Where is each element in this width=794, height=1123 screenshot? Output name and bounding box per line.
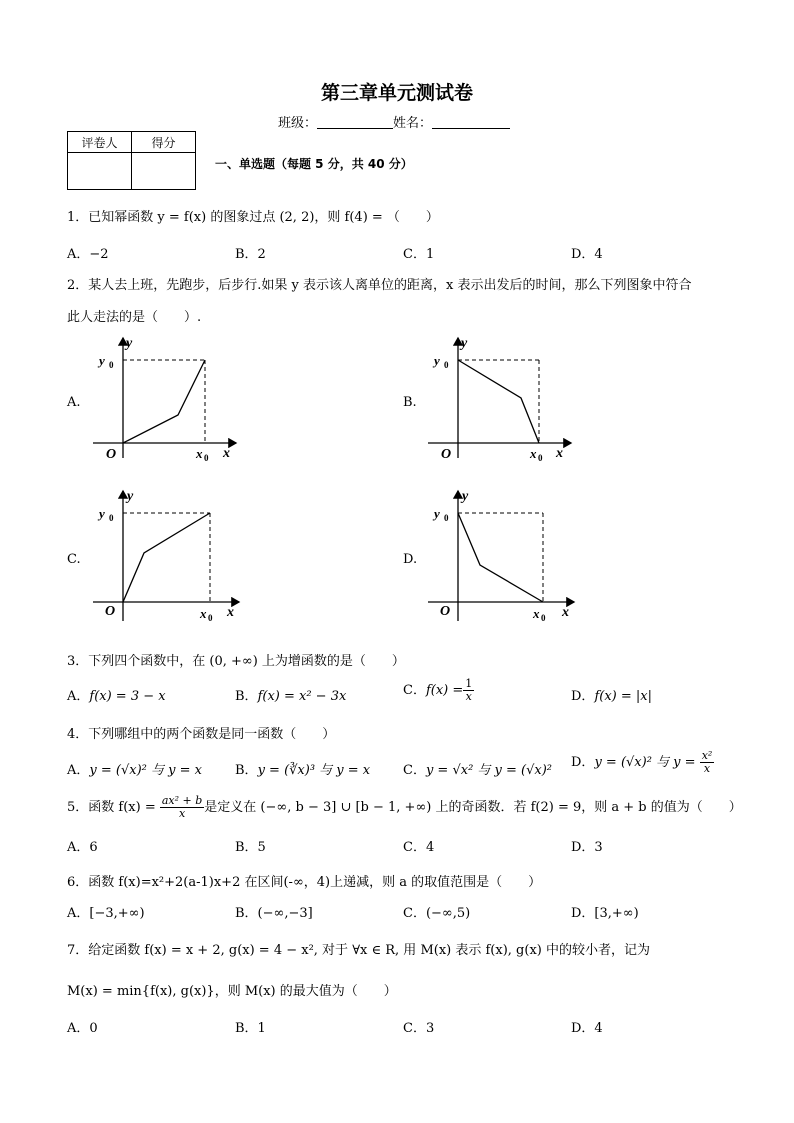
graph-a-y-label: y	[126, 336, 133, 351]
graph-c-origin: O	[105, 604, 116, 619]
q1-option-b[interactable]: B．2	[235, 247, 266, 262]
graph-a-y0: y	[99, 353, 105, 368]
q1-option-d[interactable]: D．4	[571, 247, 603, 262]
q7-option-d[interactable]: D．4	[571, 1021, 603, 1036]
score-cell[interactable]	[132, 153, 196, 190]
q6-option-d[interactable]: D．[3,+∞)	[571, 906, 639, 921]
q3-option-b[interactable]: B．f(x) = x² − 3x	[235, 689, 347, 704]
graph-b-x-label: x	[556, 446, 563, 461]
q4-stem: 4．下列哪组中的两个函数是同一函数（ ）	[67, 727, 336, 742]
q5-option-a[interactable]: A．6	[67, 840, 98, 855]
graph-d-origin: O	[440, 604, 451, 619]
graph-a-curve	[123, 360, 205, 443]
page-title: 第三章单元测试卷	[320, 82, 473, 104]
svg-text:0: 0	[204, 453, 209, 463]
graph-c-y0: y	[99, 506, 105, 521]
svg-text:0: 0	[538, 453, 543, 463]
class-label: 班级：	[278, 116, 318, 131]
q4-option-d[interactable]: D．y = (√x)² 与 y = $\frac{\text{x²}}{x}$	[571, 749, 713, 775]
q2-option-c[interactable]: C.	[67, 552, 81, 567]
q5-option-d[interactable]: D．3	[571, 840, 603, 855]
graph-d-x-label: x	[562, 605, 569, 620]
graph-d	[425, 487, 585, 627]
q3-stem: 3．下列四个函数中，在 (0, +∞) 上为增函数的是（ ）	[67, 654, 405, 669]
graph-b-origin: O	[441, 447, 452, 462]
graph-d-x0: x	[533, 606, 540, 621]
graph-b-curve	[458, 360, 539, 443]
name-blank[interactable]	[432, 116, 510, 129]
graph-a	[90, 330, 250, 465]
graph-a-origin: O	[106, 447, 117, 462]
graph-c	[90, 487, 250, 627]
q6-option-a[interactable]: A．[−3,+∞)	[67, 906, 145, 921]
q1-option-a[interactable]: A．−2	[67, 247, 109, 262]
score-table	[67, 131, 196, 190]
class-blank[interactable]	[317, 116, 393, 129]
q6-option-b[interactable]: B．(−∞,−3]	[235, 906, 313, 921]
q3-option-a[interactable]: A．f(x) = 3 − x	[67, 689, 166, 704]
q1-stem: 1．已知幂函数 y = f(x) 的图象过点 (2, 2)，则 f(4) = （ ）	[67, 210, 439, 225]
graph-c-x-label: x	[227, 605, 234, 620]
graph-d-curve	[458, 513, 543, 602]
q2-stem-line2: 此人走法的是（ ）.	[67, 310, 202, 325]
name-label: 姓名：	[393, 116, 433, 131]
svg-text:0: 0	[444, 513, 449, 523]
q2-option-d[interactable]: D.	[403, 552, 418, 567]
q4-option-a[interactable]: A．y = (√x)² 与 y = x	[67, 763, 202, 778]
q7-option-c[interactable]: C．3	[403, 1021, 435, 1036]
q6-stem: 6．函数 f(x)=x²+2(a-1)x+2 在区间(-∞，4)上递减，则 a 的取值范围是（ ）	[67, 875, 542, 890]
q4-option-b[interactable]: B．y = (∛x)³ 与 y = x	[235, 763, 371, 778]
q5-option-b[interactable]: B．5	[235, 840, 266, 855]
graph-d-y0: y	[434, 506, 440, 521]
q4-option-c[interactable]: C．y = √x² 与 y = (√x)²	[403, 763, 553, 778]
graph-d-y-label: y	[462, 489, 469, 504]
q2-option-a[interactable]: A.	[67, 395, 81, 410]
graph-c-x0: x	[200, 606, 207, 621]
class-name-line	[278, 112, 510, 131]
graph-c-curve	[123, 513, 210, 602]
graph-a-x0: x	[196, 446, 203, 461]
graph-b-y-label: y	[461, 336, 468, 351]
q3-option-d[interactable]: D．f(x) = |x|	[571, 689, 652, 704]
score-header: 得分	[132, 132, 196, 153]
q7-option-a[interactable]: A．0	[67, 1021, 98, 1036]
q3-option-c[interactable]: C．f(x) = $\frac{1}{x}$	[403, 677, 473, 703]
q2-option-b[interactable]: B.	[403, 395, 417, 410]
graph-c-y-label: y	[127, 489, 134, 504]
grader-cell[interactable]	[68, 153, 132, 190]
q7-stem-line1: 7．给定函数 f(x) = x + 2, g(x) = 4 − x², 对于 ∀x ∈ R, 用 M(x) 表示 f(x), g(x) 中的较小者，记为	[67, 943, 650, 958]
graph-b	[425, 330, 585, 465]
grader-header: 评卷人	[68, 132, 132, 153]
q2-stem-line1: 2．某人去上班，先跑步，后步行.如果 y 表示该人离单位的距离，x 表示出发后的时间，那么下列图象中符合	[67, 278, 692, 293]
graph-a-x-label: x	[223, 446, 230, 461]
q7-option-b[interactable]: B．1	[235, 1021, 266, 1036]
svg-text:0: 0	[444, 360, 449, 370]
q6-option-c[interactable]: C．(−∞,5)	[403, 906, 471, 921]
svg-text:0: 0	[109, 360, 114, 370]
svg-text:0: 0	[208, 613, 213, 623]
section-heading: 一、单选题（每题 5 分，共 40 分）	[215, 157, 413, 171]
graph-b-y0: y	[434, 353, 440, 368]
svg-text:0: 0	[541, 613, 546, 623]
q7-stem-line2: M(x) = min{f(x), g(x)}，则 M(x) 的最大值为（ ）	[67, 984, 397, 999]
q1-option-c[interactable]: C．1	[403, 247, 435, 262]
graph-b-x0: x	[530, 446, 537, 461]
svg-text:0: 0	[109, 513, 114, 523]
q5-stem: 5．函数 f(x) = $\frac{\text{ax² + b}}{x}$ 是定义在 (−∞, b − 3] ∪ [b − 1, +∞) 上的奇函数．若 f(2) = 9，则 a + b 的值为（ ）	[67, 794, 742, 820]
q5-option-c[interactable]: C．4	[403, 840, 435, 855]
